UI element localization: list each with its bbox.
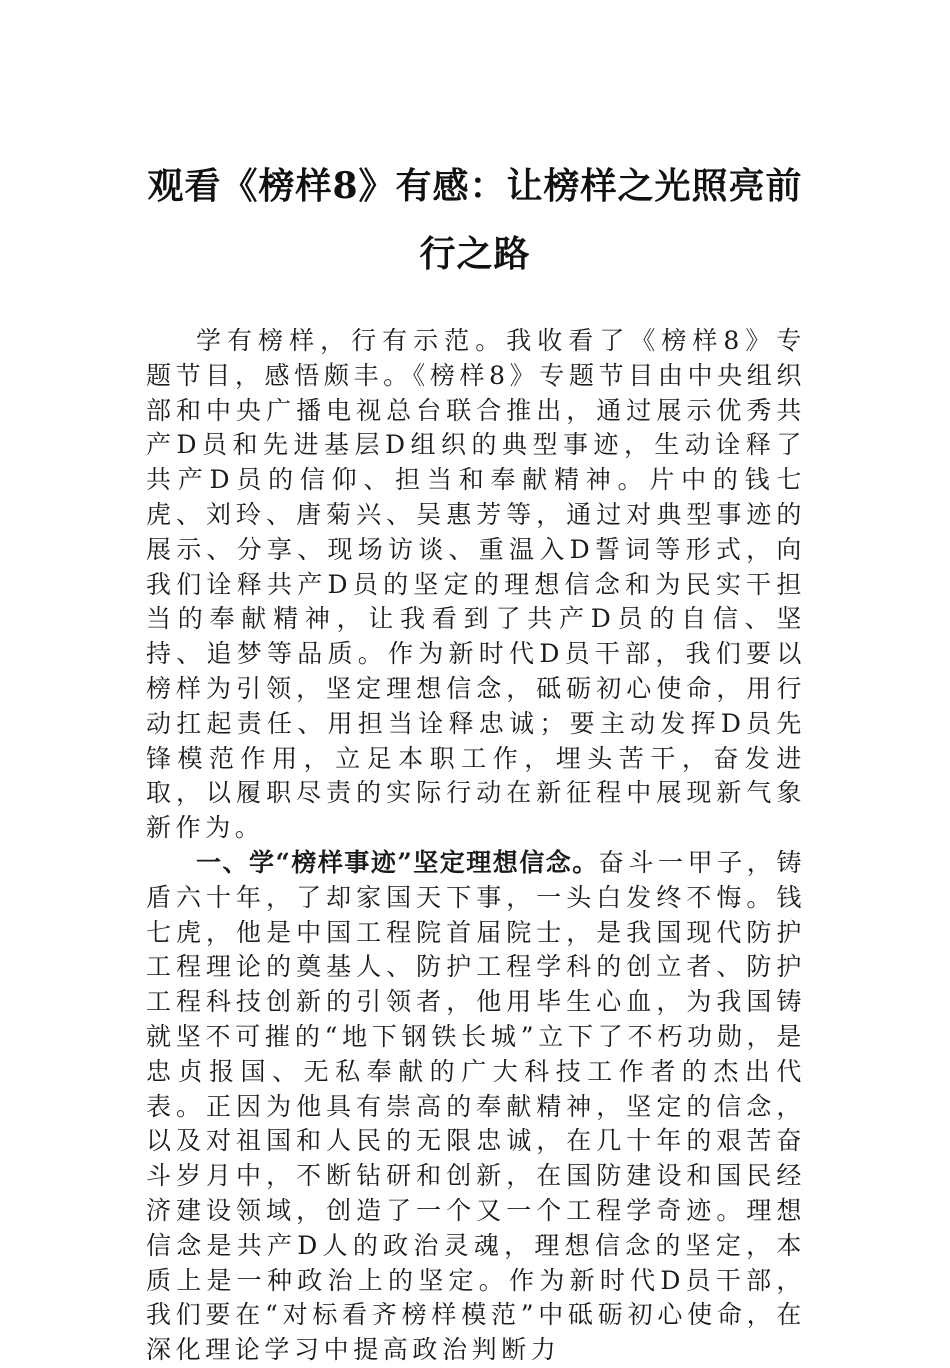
document-body (146, 324, 806, 1368)
section-1-heading: 一、学“榜样事迹”坚定理想信念。 (196, 847, 599, 877)
section-1-body: 奋斗一甲子，铸盾六十年，了却家国天下事，一头白发终不悔。钱七虎，他是中国工程院首届院士，是我国现代防护工程理论的奠基人、防护工程学科的创立者、防护工程科技创新的引领者，他用毕生心血，为我国铸就坚不可摧的“地下钢铁长城”立下了不朽功勋，是忠贞报国、无私奉献的广大科技工作者的杰出代表。正因为他具有崇高的奉献精神，坚定的信念，以及对祖国和人民的无限忠诚，在几十年的艰苦奋斗岁月中，不断钻研和创新，在国防建设和国民经济建设领域，创造了一个又一个工程学奇迹。理想信念是共产D人的政治灵魂，理想信念的坚定，本质上是一种政治上的坚定。作为新时代D员干部，我们要在“对标看齐榜样模范”中砥砺初心使命，在深化理论学习中提高政治判断力 (146, 847, 807, 1365)
section-1-paragraph (146, 846, 806, 1368)
document-title: 观看《榜样8》有感：让榜样之光照亮前行之路 (147, 165, 803, 275)
intro-paragraph: 学有榜样，行有示范。我收看了《榜样8》专题节目，感悟颇丰。《榜样8》专题节目由中央组织部和中央广播电视总台联合推出，通过展示优秀共产D员和先进基层D组织的典型事迹，生动诠释了共产D员的信仰、担当和奉献精神。片中的钱七虎、刘玲、唐菊兴、吴惠芳等，通过对典型事迹的展示、分享、现场访谈、重温入D誓词等形式，向我们诠释共产D员的坚定的理想信念和为民实干担当的奉献精神，让我看到了共产D员的自信、坚持、追梦等品质。作为新时代D员干部，我们要以榜样为引领，坚定理想信念，砥砺初心使命，用行动扛起责任、用担当诠释忠诚；要主动发挥D员先锋模范作用，立足本职工作，埋头苦干，奋发进取，以履职尽责的实际行动在新征程中展现新气象新作为。 (146, 326, 806, 843)
